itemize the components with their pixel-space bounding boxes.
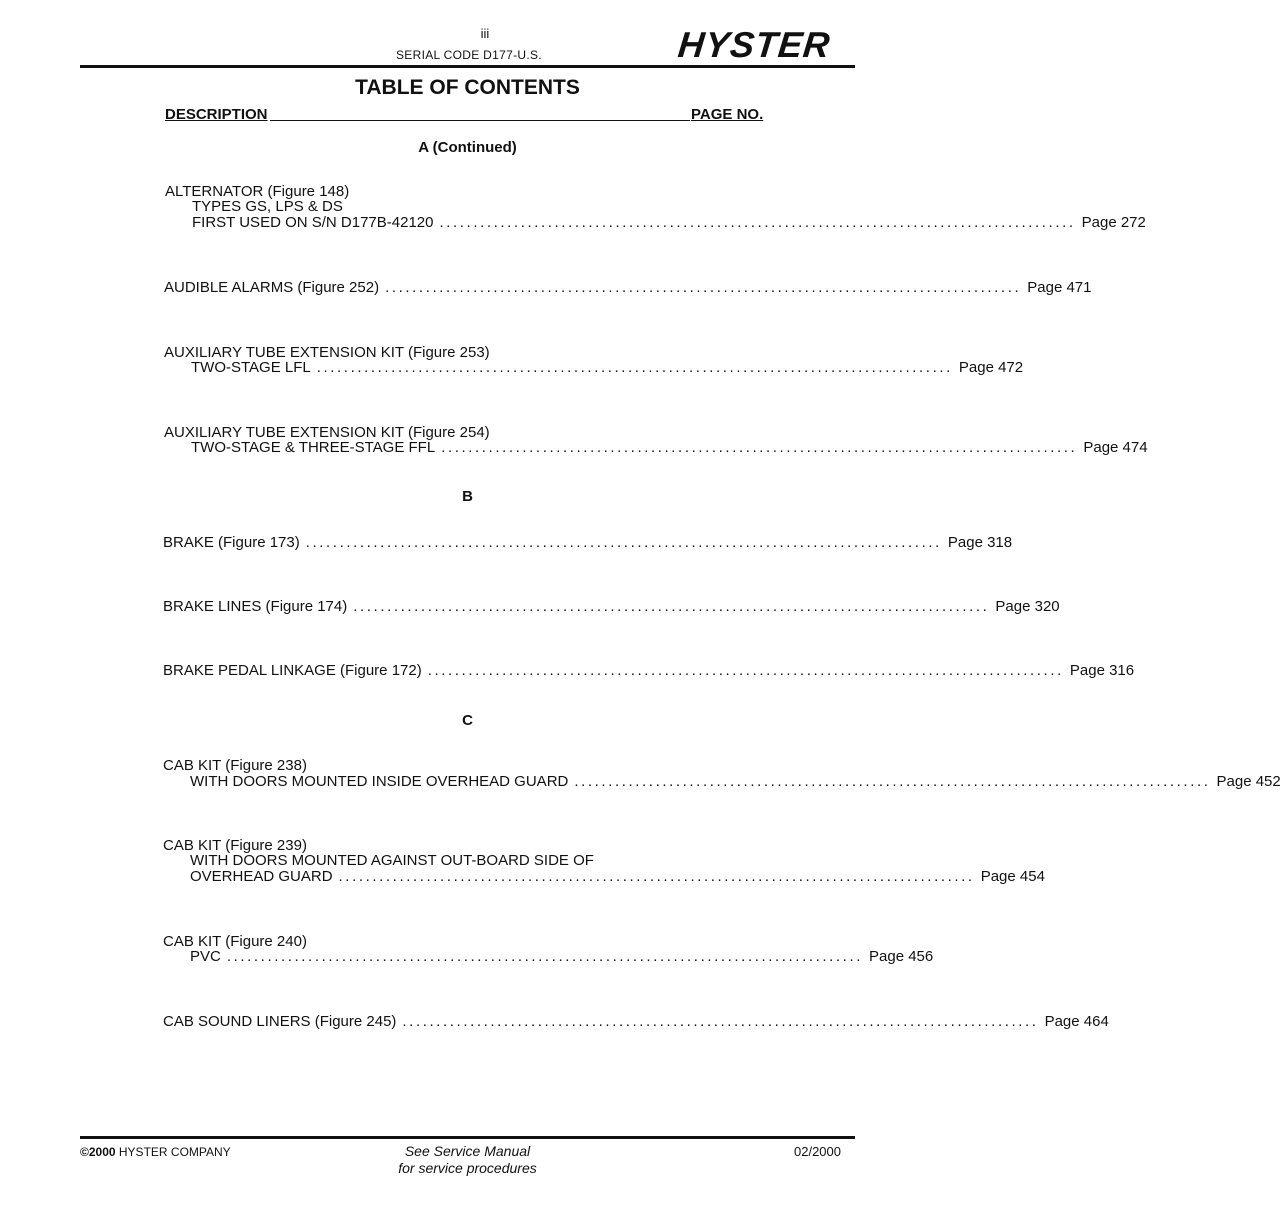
column-header-page: PAGE NO. [691, 106, 764, 123]
copyright-year: ©2000 [80, 1145, 116, 1159]
leader-dots: .............................................................................................. [305, 534, 942, 551]
toc-entry-label: BRAKE LINES (Figure 174) [163, 598, 348, 615]
toc-page-ref: Page 318 [947, 534, 1013, 551]
toc-entry-cab-kit-240[interactable] [190, 948, 934, 965]
footer-rule [80, 1136, 855, 1139]
toc-entry-aux-tube-253[interactable] [191, 359, 1024, 376]
toc-entry-label: BRAKE (Figure 173) [163, 534, 300, 551]
toc-entry-cab-kit-239[interactable] [190, 868, 1045, 885]
toc-entry-brake-pedal-linkage[interactable] [163, 662, 1135, 679]
toc-entry-cab-kit-238[interactable] [190, 773, 1281, 790]
leader-dots: .............................................................................................. [402, 1013, 1039, 1030]
footer-note-line-2: for service procedures [398, 1160, 537, 1176]
toc-page-ref: Page 471 [1027, 279, 1092, 296]
serial-code: SERIAL CODE D177-U.S. [396, 48, 542, 62]
footer-date: 02/2000 [794, 1144, 841, 1159]
leader-dots: .............................................................................................. [338, 868, 975, 885]
toc-page-ref: Page 320 [995, 598, 1060, 615]
footer-note-line-1: See Service Manual [404, 1143, 531, 1159]
toc-entry-label: WITH DOORS MOUNTED INSIDE OVERHEAD GUARD [190, 773, 569, 790]
toc-entry-label: TWO-STAGE LFL [191, 359, 311, 376]
toc-entry-cab-sound-liners[interactable] [163, 1013, 1109, 1030]
toc-entry-aux-tube-254[interactable] [191, 439, 1148, 456]
toc-entry-label: BRAKE PEDAL LINKAGE (Figure 172) [163, 662, 422, 679]
toc-entry-brake[interactable] [163, 534, 1013, 551]
toc-entry-alternator[interactable] [192, 214, 1146, 231]
toc-entry-label: TWO-STAGE & THREE-STAGE FFL [191, 439, 436, 456]
leader-dots: .............................................................................................. [574, 773, 1211, 790]
toc-entry-cab-kit-239-title: CAB KIT (Figure 239) [163, 837, 307, 854]
toc-page-ref: Page 472 [958, 359, 1024, 376]
toc-entry-brake-lines[interactable] [163, 598, 1060, 615]
leader-dots: .............................................................................................. [439, 214, 1076, 231]
toc-entry-cab-kit-240-title: CAB KIT (Figure 240) [163, 933, 307, 950]
toc-entry-label: OVERHEAD GUARD [190, 868, 333, 885]
leader-dots: .............................................................................................. [316, 359, 953, 376]
toc-entry-label: AUDIBLE ALARMS (Figure 252) [164, 279, 380, 296]
leader-dots: .............................................................................................. [226, 948, 863, 965]
toc-entry-label: FIRST USED ON S/N D177B-42120 [192, 214, 434, 231]
page-title: TABLE OF CONTENTS [355, 76, 580, 99]
section-heading-a: A (Continued) [418, 139, 517, 156]
toc-entry-alternator-subline: TYPES GS, LPS & DS [192, 198, 343, 215]
section-heading-c: C [462, 712, 473, 729]
page-number: iii [480, 26, 490, 41]
section-heading-b: B [462, 488, 473, 505]
toc-entry-cab-kit-238-title: CAB KIT (Figure 238) [163, 757, 307, 774]
column-header-description: DESCRIPTION [165, 106, 268, 123]
leader-dots: .............................................................................................. [385, 279, 1022, 296]
toc-page-ref: Page 474 [1083, 439, 1148, 456]
leader-dots: .............................................................................................. [353, 598, 990, 615]
toc-page-ref: Page 464 [1044, 1013, 1109, 1030]
header-rule [80, 65, 855, 68]
toc-entry-aux-tube-254-title: AUXILIARY TUBE EXTENSION KIT (Figure 254) [164, 424, 490, 441]
leader-dots: .............................................................................................. [441, 439, 1078, 456]
toc-entry-cab-kit-239-subline: WITH DOORS MOUNTED AGAINST OUT-BOARD SIDE OF [190, 852, 594, 869]
copyright-company: HYSTER COMPANY [118, 1145, 231, 1159]
toc-entry-alternator-title: ALTERNATOR (Figure 148) [165, 183, 350, 200]
toc-page-ref: Page 316 [1069, 662, 1135, 679]
column-header-rule [270, 120, 690, 121]
hyster-logo: HYSTER [676, 24, 833, 65]
leader-dots: .............................................................................................. [427, 662, 1064, 679]
toc-entry-label: PVC [190, 948, 221, 965]
toc-page-ref: Page 454 [980, 868, 1045, 885]
toc-entry-audible-alarms[interactable] [164, 279, 1092, 296]
toc-page-ref: Page 456 [869, 948, 934, 965]
toc-entry-aux-tube-253-title: AUXILIARY TUBE EXTENSION KIT (Figure 253) [164, 344, 490, 361]
toc-page-ref: Page 272 [1081, 214, 1146, 231]
toc-page-ref: Page 452 [1216, 773, 1281, 790]
toc-entry-label: CAB SOUND LINERS (Figure 245) [163, 1013, 397, 1030]
